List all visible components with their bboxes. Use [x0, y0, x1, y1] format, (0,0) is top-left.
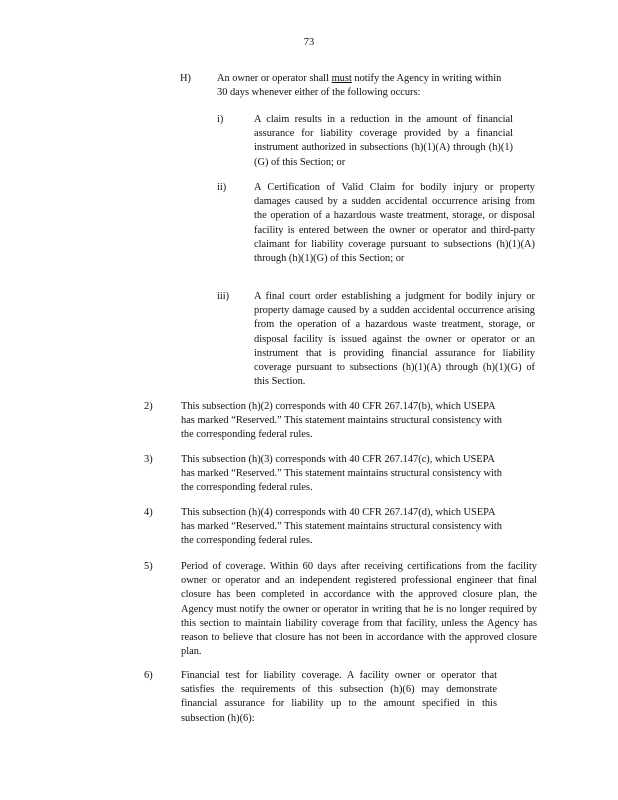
paragraph-5-label: 5) — [144, 561, 153, 572]
subsection-h-emphasis: must — [331, 73, 352, 84]
paragraph-4-text: This subsection (h)(4) corresponds with 40 CFR 267.147(d), which USEPA has marked “Reserved.” This statement maintains structural consistency with the corresponding federal rules. — [181, 507, 502, 547]
subsection-h-text — [217, 72, 507, 100]
item-iii-text: A final court order establishing a judgment for bodily injury or property damage caused by a sudden accidental occurrence arising from the operation of a hazardous waste treatment, storage, or disposal facility is issued against the owner or operator or an instrument that is providing financial assurance for liability coverage pursuant to subsections (h)(1)(A) through (h)(1)(G) of this Section. — [254, 291, 535, 388]
paragraph-3-text: This subsection (h)(3) corresponds with 40 CFR 267.147(c), which USEPA has marked “Reserved.” This statement maintains structural consistency with the corresponding federal rules. — [181, 454, 502, 494]
paragraph-4-label: 4) — [144, 507, 153, 518]
paragraph-6 — [144, 669, 540, 729]
page-number: 73 — [303, 37, 315, 48]
paragraph-2-label: 2) — [144, 401, 153, 412]
paragraph-2-text: This subsection (h)(2) corresponds with 40 CFR 267.147(b), which USEPA has marked “Reserved.” This statement maintains structural consistency with the corresponding federal rules. — [181, 401, 502, 441]
paragraph-6-text: Financial test for liability coverage. A facility owner or operator that satisfies the requirements of this subsection (h)(6) may demonstrate financial assurance for liability up to the amount specified in this subsection (h)(6): — [181, 670, 497, 724]
item-ii-label: ii) — [217, 182, 227, 193]
paragraph-6-label: 6) — [144, 670, 153, 681]
item-ii-text: A Certification of Valid Claim for bodily injury or property damages caused by a sudden accidental occurrence arising from the operation of a hazardous waste treatment, storage, or disposal facility is entered between the owner or operator and third-party claimant for liability coverage pursuant to subsections (h)(1)(A) through (h)(1)(G) of this Section; or — [254, 182, 535, 265]
subsection-h — [180, 72, 540, 102]
item-i-label: i) — [217, 114, 224, 125]
subsection-h-text-start: An owner or operator shall — [217, 73, 332, 84]
item-ii — [217, 181, 537, 281]
paragraph-5 — [144, 560, 540, 660]
subsection-h-text-end: notify the Agency in writing within 30 days whenever either of the following occurs: — [217, 73, 502, 99]
subsection-h-label: H) — [180, 73, 191, 84]
paragraph-3 — [144, 453, 540, 497]
paragraph-3-label: 3) — [144, 454, 153, 465]
paragraph-5-text: Period of coverage. Within 60 days after receiving certifications from the facility owner or operator and an independent registered professional engineer that final closure has been completed in accordance with the approved closure plan, the Agency must notify the owner or operator in writing that he is no longer required by this section to maintain liability coverage from that facility, unless the Agency has reason to believe that closure has not been in accordance with the approved closure plan. — [181, 561, 537, 658]
paragraph-4 — [144, 506, 540, 550]
item-iii-label: iii) — [217, 291, 230, 302]
item-iii — [217, 290, 537, 390]
item-i — [217, 113, 537, 171]
paragraph-2 — [144, 400, 540, 444]
item-i-text: A claim results in a reduction in the amount of financial assurance for liability coverage provided by a financial instrument authorized in subsections (h)(1)(A) through (h)(1)(G) of this Section; or — [254, 114, 513, 168]
